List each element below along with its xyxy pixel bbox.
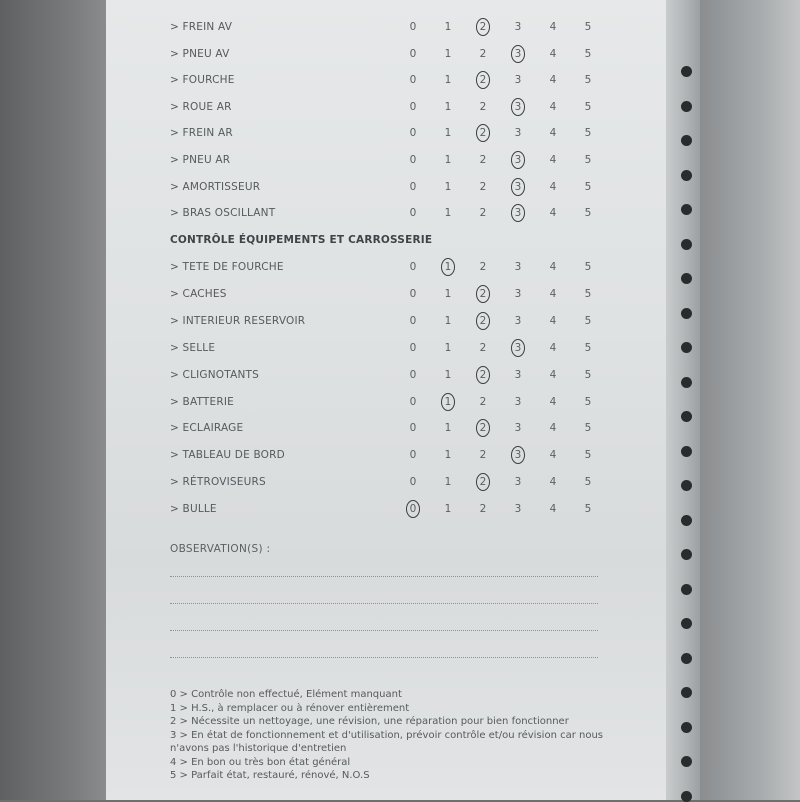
score-option[interactable]: 4 bbox=[549, 21, 557, 33]
score-option[interactable]: 3 bbox=[514, 395, 522, 408]
binder-hole bbox=[681, 170, 692, 181]
checklist-row bbox=[170, 449, 600, 465]
score-option[interactable]: 5 bbox=[584, 449, 592, 462]
score-option[interactable]: 1 bbox=[444, 368, 452, 381]
score-option[interactable]: 5 bbox=[584, 207, 592, 220]
score-option[interactable]: 1 bbox=[444, 476, 452, 489]
row-label: > CLIGNOTANTS bbox=[170, 368, 259, 381]
score-option[interactable]: 1 bbox=[444, 314, 452, 327]
row-label: > BRAS OSCILLANT bbox=[170, 207, 276, 220]
score-circled[interactable]: 2 bbox=[475, 74, 491, 86]
score-option[interactable]: 4 bbox=[549, 180, 557, 193]
score-option[interactable]: 2 bbox=[479, 47, 487, 60]
score-circled[interactable]: 2 bbox=[475, 127, 491, 139]
binder-hole bbox=[681, 515, 692, 526]
binder-hole bbox=[681, 756, 692, 767]
checklist-row bbox=[170, 396, 600, 412]
observation-line[interactable] bbox=[170, 603, 598, 604]
row-label: > SELLE bbox=[170, 341, 216, 354]
score-option[interactable]: 0 bbox=[409, 368, 417, 381]
binder-hole bbox=[681, 549, 692, 560]
score-option[interactable]: 5 bbox=[584, 314, 592, 327]
score-option[interactable]: 2 bbox=[479, 180, 487, 193]
row-label: > BATTERIE bbox=[170, 395, 235, 408]
score-option[interactable]: 5 bbox=[584, 47, 592, 60]
legend-line: 5 > Parfait état, restauré, rénové, N.O.S bbox=[170, 770, 370, 781]
score-option[interactable]: 0 bbox=[409, 476, 417, 489]
row-label: > FREIN AR bbox=[170, 127, 233, 140]
score-option[interactable]: 3 bbox=[514, 503, 522, 516]
observation-line[interactable] bbox=[170, 657, 598, 658]
score-option[interactable]: 2 bbox=[479, 503, 487, 516]
score-option[interactable]: 4 bbox=[549, 449, 557, 462]
score-option[interactable]: 5 bbox=[584, 287, 592, 300]
score-option[interactable]: 1 bbox=[444, 100, 452, 113]
score-option[interactable]: 3 bbox=[514, 261, 522, 273]
row-label: > ECLAIRAGE bbox=[170, 422, 244, 435]
score-circled[interactable]: 2 bbox=[475, 369, 491, 381]
checklist-row bbox=[170, 261, 600, 277]
binder-hole bbox=[681, 411, 692, 422]
checklist-row bbox=[170, 288, 600, 304]
observation-label: OBSERVATION(S) : bbox=[170, 543, 271, 555]
row-label: > AMORTISSEUR bbox=[170, 180, 261, 193]
background-right bbox=[700, 0, 800, 800]
score-circled[interactable]: 0 bbox=[405, 503, 421, 515]
legend-line: n'avons pas l'historique d'entretien bbox=[170, 743, 347, 754]
score-option[interactable]: 1 bbox=[444, 287, 452, 300]
score-option[interactable]: 2 bbox=[479, 261, 487, 273]
score-circled[interactable]: 3 bbox=[510, 48, 526, 60]
score-option[interactable]: 4 bbox=[549, 503, 557, 516]
score-option[interactable]: 1 bbox=[444, 341, 452, 354]
score-option[interactable]: 4 bbox=[549, 47, 557, 60]
score-option[interactable]: 5 bbox=[584, 154, 592, 166]
score-option[interactable]: 1 bbox=[444, 21, 452, 33]
score-option[interactable]: 1 bbox=[444, 47, 452, 60]
score-option[interactable]: 3 bbox=[514, 74, 522, 87]
score-option[interactable]: 0 bbox=[409, 314, 417, 327]
score-option[interactable]: 0 bbox=[409, 154, 417, 166]
score-option[interactable]: 5 bbox=[584, 368, 592, 381]
legend-line: 3 > En état de fonctionnement et d'utilisation, prévoir contrôle et/ou révision car nous bbox=[170, 729, 604, 741]
score-circled[interactable]: 1 bbox=[440, 396, 456, 408]
binder-hole bbox=[681, 446, 692, 457]
score-circled[interactable]: 2 bbox=[475, 422, 491, 434]
score-option[interactable]: 3 bbox=[514, 422, 522, 435]
score-option[interactable]: 0 bbox=[409, 261, 417, 273]
score-option[interactable]: 1 bbox=[444, 154, 452, 166]
row-label: > BULLE bbox=[170, 503, 217, 516]
score-option[interactable]: 5 bbox=[584, 503, 592, 516]
binder-hole bbox=[681, 480, 692, 491]
binder-hole bbox=[681, 239, 692, 250]
score-option[interactable]: 5 bbox=[584, 100, 592, 113]
score-option[interactable]: 0 bbox=[409, 127, 417, 140]
score-option[interactable]: 0 bbox=[409, 287, 417, 300]
score-option[interactable]: 4 bbox=[549, 422, 557, 435]
binder-hole bbox=[681, 66, 692, 77]
score-option[interactable]: 5 bbox=[584, 127, 592, 140]
row-label: > RÉTROVISEURS bbox=[170, 476, 266, 489]
score-option[interactable]: 4 bbox=[549, 261, 557, 273]
score-option[interactable]: 1 bbox=[444, 180, 452, 193]
checklist-row bbox=[170, 207, 600, 223]
score-option[interactable]: 5 bbox=[584, 341, 592, 354]
score-circled[interactable]: 2 bbox=[475, 315, 491, 327]
binder-hole bbox=[681, 101, 692, 112]
score-option[interactable]: 0 bbox=[409, 100, 417, 113]
score-option[interactable]: 2 bbox=[479, 449, 487, 462]
checklist-row bbox=[170, 154, 600, 170]
checklist-row bbox=[170, 21, 600, 37]
section-title: CONTRÔLE ÉQUIPEMENTS ET CARROSSERIE bbox=[170, 234, 433, 246]
score-option[interactable]: 4 bbox=[549, 74, 557, 87]
binder-hole bbox=[681, 584, 692, 595]
score-option[interactable]: 4 bbox=[549, 314, 557, 327]
checklist-row bbox=[170, 342, 600, 358]
observation-line[interactable] bbox=[170, 630, 598, 631]
score-option[interactable]: 5 bbox=[584, 422, 592, 435]
score-option[interactable]: 4 bbox=[549, 154, 557, 166]
score-option[interactable]: 2 bbox=[479, 100, 487, 113]
binder-hole bbox=[681, 135, 692, 146]
score-option[interactable]: 5 bbox=[584, 476, 592, 489]
score-option[interactable]: 2 bbox=[479, 395, 487, 408]
score-option[interactable]: 1 bbox=[444, 127, 452, 140]
score-option[interactable]: 0 bbox=[409, 422, 417, 435]
binder-hole bbox=[681, 308, 692, 319]
score-option[interactable]: 5 bbox=[584, 74, 592, 87]
checklist-row bbox=[170, 48, 600, 64]
legend-line: 0 > Contrôle non effectué, Elément manquant bbox=[170, 689, 402, 700]
row-label: > INTERIEUR RESERVOIR bbox=[170, 314, 306, 327]
binder-hole bbox=[681, 342, 692, 353]
checklist-row bbox=[170, 127, 600, 143]
score-option[interactable]: 4 bbox=[549, 341, 557, 354]
binder-hole bbox=[681, 204, 692, 215]
score-option[interactable]: 0 bbox=[409, 207, 417, 220]
checklist-row bbox=[170, 181, 600, 197]
plastic-sleeve-edge bbox=[666, 0, 700, 800]
score-option[interactable]: 0 bbox=[409, 180, 417, 193]
checklist-row bbox=[170, 369, 600, 385]
score-option[interactable]: 4 bbox=[549, 100, 557, 113]
score-option[interactable]: 3 bbox=[514, 21, 522, 33]
binder-hole bbox=[681, 273, 692, 284]
row-label: > ROUE AR bbox=[170, 100, 232, 113]
score-option[interactable]: 2 bbox=[479, 341, 487, 354]
binder-hole bbox=[681, 653, 692, 664]
score-option[interactable]: 4 bbox=[549, 207, 557, 220]
row-label: > TETE DE FOURCHE bbox=[170, 261, 284, 273]
score-option[interactable]: 5 bbox=[584, 261, 592, 273]
row-label: > PNEU AV bbox=[170, 47, 230, 60]
row-label: > CACHES bbox=[170, 287, 227, 300]
score-option[interactable]: 5 bbox=[584, 180, 592, 193]
legend bbox=[170, 688, 610, 783]
checklist-row bbox=[170, 503, 600, 519]
row-label: > FOURCHE bbox=[170, 74, 235, 87]
score-circled[interactable]: 1 bbox=[440, 261, 456, 273]
score-circled[interactable]: 2 bbox=[475, 21, 491, 33]
score-option[interactable]: 4 bbox=[549, 476, 557, 489]
score-circled[interactable]: 3 bbox=[510, 342, 526, 354]
score-option[interactable]: 3 bbox=[514, 127, 522, 140]
observation-line[interactable] bbox=[170, 576, 598, 577]
score-circled[interactable]: 3 bbox=[510, 449, 526, 461]
score-option[interactable]: 2 bbox=[479, 207, 487, 220]
score-option[interactable]: 5 bbox=[584, 395, 592, 408]
checklist-row bbox=[170, 422, 600, 438]
background-left bbox=[0, 0, 106, 800]
score-circled[interactable]: 3 bbox=[510, 154, 526, 166]
score-option[interactable]: 2 bbox=[479, 154, 487, 166]
row-label: > TABLEAU DE BORD bbox=[170, 449, 285, 462]
row-label: > FREIN AV bbox=[170, 21, 233, 33]
score-option[interactable]: 4 bbox=[549, 368, 557, 381]
checklist-row bbox=[170, 101, 600, 117]
legend-line: 1 > H.S., à remplacer ou à rénover entièrement bbox=[170, 702, 410, 714]
score-option[interactable]: 0 bbox=[409, 74, 417, 87]
score-circled[interactable]: 2 bbox=[475, 288, 491, 300]
score-option[interactable]: 3 bbox=[514, 476, 522, 489]
score-option[interactable]: 0 bbox=[409, 341, 417, 354]
checklist-row bbox=[170, 315, 600, 331]
row-label: > PNEU AR bbox=[170, 154, 231, 166]
binder-hole bbox=[681, 618, 692, 629]
binder-hole bbox=[681, 687, 692, 698]
score-option[interactable]: 4 bbox=[549, 395, 557, 408]
legend-line: 2 > Nécessite un nettoyage, une révision, une réparation pour bien fonctionner bbox=[170, 716, 569, 727]
binder-hole bbox=[681, 377, 692, 388]
score-option[interactable]: 3 bbox=[514, 368, 522, 381]
score-option[interactable]: 1 bbox=[444, 207, 452, 220]
score-option[interactable]: 0 bbox=[409, 47, 417, 60]
score-circled[interactable]: 3 bbox=[510, 181, 526, 193]
score-option[interactable]: 4 bbox=[549, 287, 557, 300]
score-option[interactable]: 0 bbox=[409, 449, 417, 462]
score-option[interactable]: 5 bbox=[584, 21, 592, 33]
score-option[interactable]: 3 bbox=[514, 314, 522, 327]
score-option[interactable]: 0 bbox=[409, 21, 417, 33]
score-circled[interactable]: 2 bbox=[475, 476, 491, 488]
score-circled[interactable]: 3 bbox=[510, 207, 526, 219]
checklist-row bbox=[170, 476, 600, 492]
score-option[interactable]: 3 bbox=[514, 287, 522, 300]
score-option[interactable]: 4 bbox=[549, 127, 557, 140]
score-option[interactable]: 1 bbox=[444, 74, 452, 87]
score-option[interactable]: 1 bbox=[444, 449, 452, 462]
legend-line: 4 > En bon ou très bon état général bbox=[170, 756, 351, 768]
score-option[interactable]: 1 bbox=[444, 422, 452, 435]
score-circled[interactable]: 3 bbox=[510, 101, 526, 113]
checklist-row bbox=[170, 74, 600, 90]
score-option[interactable]: 1 bbox=[444, 503, 452, 516]
binder-hole bbox=[681, 722, 692, 733]
score-option[interactable]: 0 bbox=[409, 395, 417, 408]
